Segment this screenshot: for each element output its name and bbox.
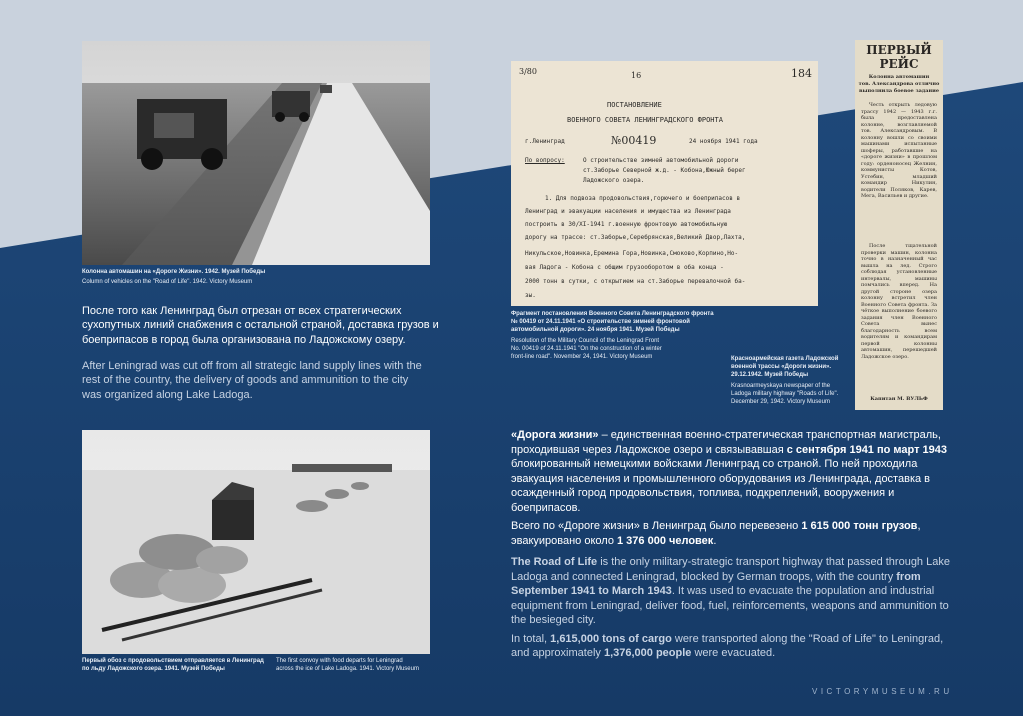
photo-top-caption-ru: Колонна автомашин на «Дороге Жизни». 1942. Музей Победы [82,269,266,275]
doc-body-5: Никульское,Новинка,Еремина Гора,Новинка,Смоково,Корпино,Но- [525,250,739,257]
doc-body-8: зы. [525,292,536,299]
photo-bottom-caption-en-line2: across the ice of Lake Ladoga. 1941. Victory Museum [276,666,419,673]
doc-heading-1: ПОСТАНОВЛЕНИЕ [607,101,662,109]
photo-sledge-convoy [82,430,430,654]
doc-body-2: Ленинград и эвакуации населения и имущества из Ленинграда [525,208,731,215]
footer-site-url[interactable]: VICTORYMUSEUM.RU [812,687,953,696]
news-title-1: ПЕРВЫЙ [866,43,932,57]
photo-bottom-caption-en [276,657,446,673]
news-signature: Капитан М. ВУЛЬФ [870,396,928,402]
body-en-paragraph-2 [511,632,951,661]
photo-bottom-caption-en-line1: The first convoy with food departs for Leningrad [276,658,403,664]
document-resolution [511,61,818,306]
doc-date: 24 ноября 1941 года [689,138,758,145]
photo-top-caption [82,268,442,286]
body-en-paragraph-1 [511,555,951,628]
doc-caption-ru-1: Фрагмент постановления Военного Совета Ленинградского фронта [511,311,714,317]
doc-caption-en-2: No. 00419 of 24.11.1941 "On the construction of a winter [511,346,662,353]
news-caption-en-2: Ladoga military highway "Roads of Life". [731,391,839,398]
doc-body-3: построить в 30/XI-1941 г.военную фронтовую автомобильную [525,221,728,228]
photo-top-caption-en: Column of vehicles on the "Road of Life". 1942. Victory Museum [82,279,253,286]
doc-corner-left: 3/80 [519,67,537,76]
body-ru-p2-mid: , эвакуировано около [511,520,921,547]
vehicle-column-image [82,41,430,265]
doc-caption-ru-3: автомобильной дороги». 24 ноября 1941. Музей Победы [511,327,680,334]
doc-subject-2: ст.Заборье Северной ж.д. - Кобона,Южный берег [583,167,746,174]
body-ru-people: 1 376 000 человек [617,534,714,547]
newspaper-caption [731,355,851,407]
news-caption-en-1: Krasnoarmeyskaya newspaper of the [731,383,831,390]
body-ru-p1-text: – единственная военно-стратегическая транспортная магистраль, проходившая через Ладожское озеро и связывавшая [511,429,941,456]
doc-corner-mid: 16 [631,71,642,80]
news-paragraph-2: После тщательной проверки машин, колонна точно в назначенный час вышла на лед. Строго соблюдая установленные интервалы, машины помчались вперед. На другой стороне озера колонну встретил член Военного Совета фронта. За чёткое выполнение боевого задания член Военного Совета вынес благодарность всем водителям и командирам первой колонны автомашин, перешедшей Ладожское озеро. [861,243,937,360]
body-en-p1-rest: . It was used to evacuate the population and industrial equipment from Leningrad, deliver food, fuel, reinforcements, weapons and ammunition to the besieged city. [511,585,949,627]
intro-text-en: After Leningrad was cut off from all strategic land supply lines with the rest of the country, the delivery of goods and ammunition to the city was organized along Lake Ladoga. [82,360,422,401]
body-ru-p2-text: Всего по «Дороге жизни» в Ленинград было перевезено [511,520,802,533]
body-ru-paragraph-1 [511,428,951,515]
body-ru-p1-rest: блокированный немецкими войсками Ленинград со страной. По ней проходила эвакуация населения и промышленного оборудования из Ленинграда, доставка в осажденный город продовольствия, топлива, подкреплений, вооружения и боеприпасов. [511,458,931,514]
body-ru-period: с сентября 1941 по март 1943 [786,443,947,456]
news-caption-ru-3: 29.12.1942. Музей Победы [731,372,809,379]
body-en-p2-end: were evacuated. [691,647,776,660]
doc-heading-2: ВОЕННОГО СОВЕТА ЛЕНИНГРАДСКОГО ФРОНТА [567,116,723,124]
photo-bottom-caption-ru-line2: по льду Ладожского озера. 1941. Музей Победы [82,666,225,673]
news-caption-ru-1: Красноармейская газета Ладожской [731,356,839,362]
body-en-p2-text: In total, [511,632,551,645]
intro-text-ru: После того как Ленинград был отрезан от всех стратегических сухопутных линий снабжения с остальной страной, доставка грузов и боеприпасов в город была организована по Ладожскому озеру. [82,305,439,346]
body-ru-road-of-life: «Дорога жизни» [511,429,599,441]
body-en-cargo: 1,615,000 tons of cargo [550,632,672,645]
news-subtitle-1: Колонна автомашин [868,74,930,80]
doc-corner-right: 184 [791,67,812,80]
news-title-2: РЕЙС [879,57,919,71]
news-paragraph-1: Честь открыть ледовую трассу 1942 — 1943 г.г. была предоставлена колонне, возглавляемой тов. Александровым. В колонну вошли со своими машинами испытанные шоферы, работавшие на «дороге жизни» в прошлом году: орденоносец Желнин, коммунисты Котов, Устебин, младший командир Никулин, водители Поляков, Карев, Мега, Васильев и другие. [861,102,937,199]
doc-body-1: 1. Для подвоза продовольствия,горючего и боеприпасов в [545,195,741,202]
news-subtitle-3: выполнила боевое задание [858,88,939,94]
news-caption-ru-2: военной трассы «Дороги жизни». [731,364,832,371]
doc-body-4: дорогу на трассе: ст.Заборье,Серебрянская,Великий Двор,Лахта, [525,234,746,241]
doc-body-6: вая Ладога - Кобона с общим грузооборотом в оба конца - [525,264,724,271]
body-ru-p2-end: . [713,534,717,547]
doc-subject-3: Ладожского озера. [583,177,645,184]
doc-subject-1: О строительстве зимней автомобильной дороги [583,157,739,164]
body-ru-paragraph-2 [511,519,951,548]
doc-city: г.Ленинград [525,138,565,145]
news-caption-en-3: December 29, 1942. Victory Museum [731,399,830,406]
body-ru-cargo: 1 615 000 тонн грузов [801,520,918,533]
doc-caption-en-1: Resolution of the Military Council of the Leningrad Front [511,338,660,345]
doc-subject-label: По вопросу: [525,157,565,164]
news-subtitle-2: тов. Александрова отлично [858,81,940,87]
body-en-period: from September 1941 to March 1943 [511,570,921,598]
body-text-ru [511,428,951,552]
body-en-road-of-life: The Road of Life [511,556,598,568]
doc-caption-en-3: front-line road". November 24, 1941. Victory Museum [511,354,653,361]
body-text-en [511,555,951,665]
sledge-convoy-image [82,430,430,654]
body-en-p1-text: is the only military-strategic transport highway that passed through Lake Ladoga and connected Leningrad, blocked by German troops, with the country [511,556,950,583]
photo-bottom-caption-ru [82,657,272,673]
doc-body-7: 2000 тонн в сутки, с открытием на ст.Заборье перевалочной ба- [525,278,746,285]
photo-vehicle-column [82,41,430,265]
photo-bottom-caption-ru-line1: Первый обоз с продовольствием отправляется в Ленинград [82,658,264,664]
newspaper-clipping [855,40,943,410]
body-en-people: 1,376,000 people [603,647,692,660]
document-caption [511,310,731,362]
doc-number: №00419 [611,134,657,147]
body-en-p2-mid: were transported along the "Road of Life" to Leningrad, and approximately [511,632,944,660]
doc-caption-ru-2: № 00419 от 24.11.1941 «О строительстве зимней фронтовой [511,319,690,326]
